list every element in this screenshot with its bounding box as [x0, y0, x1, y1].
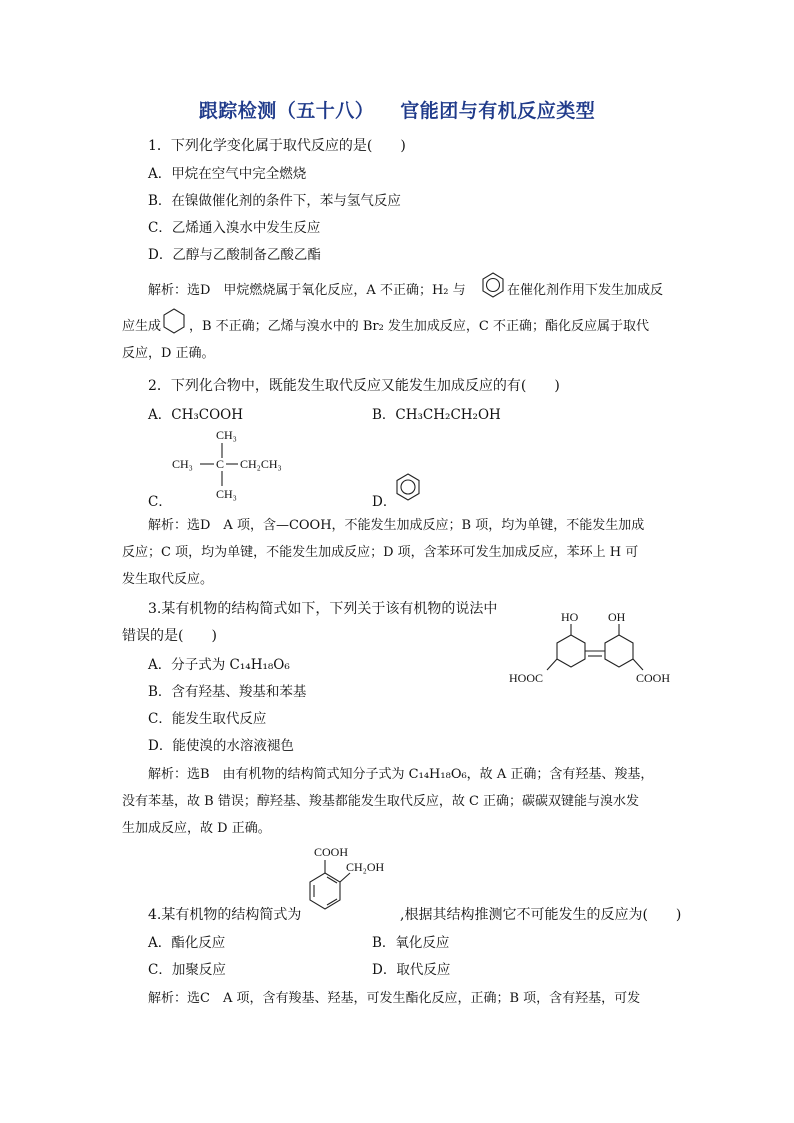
- q2-option-a: A．CH₃COOH: [148, 407, 244, 423]
- q3-stem-line1: 3.某有机物的结构简式如下，下列关于该有机物的说法中: [148, 601, 498, 617]
- q1-solution-line1a: 解析：选D 甲烷燃烧属于氧化反应，A 不正确；H₂ 与: [148, 283, 466, 298]
- q3-oh-right: OH: [608, 610, 626, 624]
- q2-option-b: B．CH₃CH₂CH₂OH: [372, 407, 501, 423]
- q2-option-c: C．: [148, 494, 172, 510]
- q1-option-c: C．乙烯通入溴水中发生反应: [148, 220, 321, 236]
- q3-oh-left: HO: [561, 610, 579, 624]
- q4-stem-b: ,根据其结构推测它不可能发生的反应为( ): [400, 907, 682, 923]
- q3-structure: [505, 605, 685, 693]
- q4-option-c: C．加聚反应: [148, 962, 226, 978]
- q1-option-b: B．在镍做催化剂的条件下，苯与氢气反应: [148, 193, 401, 209]
- q3-solution-line3: 生加成反应，故 D 正确。: [122, 821, 271, 836]
- q4-ch2oh: CH₂OH: [346, 860, 385, 874]
- q1-option-d: D．乙醇与乙酸制备乙酸乙酯: [148, 247, 321, 263]
- q3-solution-line2: 没有苯基，故 B 错误；醇羟基、羧基都能发生取代反应，故 C 正确；碳碳双键能与溴水发: [122, 794, 640, 809]
- q2-option-d: D．: [372, 494, 397, 510]
- cyclohexane-ring-icon: [160, 307, 188, 335]
- q3-stem-line2: 错误的是( ): [122, 628, 217, 644]
- q1-solution-line2a: 应生成: [122, 319, 162, 334]
- q3-solution-line1: 解析：选B 由有机物的结构简式知分子式为 C₁₄H₁₈O₆，故 A 正确；含有羟基、羧基，: [148, 767, 654, 782]
- q3-option-c: C．能发生取代反应: [148, 711, 267, 727]
- q3-cooh-right: COOH: [636, 671, 671, 685]
- benzene-ring-icon: [479, 271, 507, 299]
- page-title: [0, 96, 794, 123]
- c-left-methyl: CH₃: [172, 457, 193, 471]
- q1-solution-line1b: 在催化剂作用下发生加成反: [507, 283, 664, 298]
- q2-solution-line3: 发生取代反应。: [122, 572, 214, 587]
- q4-cooh: COOH: [314, 845, 349, 859]
- benzene-ring-icon: [393, 472, 423, 502]
- title-left: 跟踪检测（五十八）: [198, 100, 375, 122]
- q2-solution-line2: 反应；C 项，均为单键，不能发生加成反应；D 项，含苯环可发生加成反应，苯环上 H 可: [122, 545, 639, 560]
- title-right: 官能团与有机反应类型: [400, 100, 596, 122]
- q2-stem: 2．下列化合物中，既能发生取代反应又能发生加成反应的有( ): [148, 378, 560, 394]
- q4-option-b: B．氧化反应: [372, 935, 450, 951]
- q4-structure: [298, 843, 408, 921]
- q4-solution-line1: 解析：选C A 项，含有羧基、羟基，可发生酯化反应，正确；B 项，含有羟基，可发: [148, 991, 641, 1006]
- q1-option-a: A．甲烷在空气中完全燃烧: [148, 166, 307, 182]
- c-center-carbon: C: [216, 457, 225, 471]
- q1-solution-line3: 反应，D 正确。: [122, 346, 215, 361]
- q3-cooh-left: HOOC: [509, 671, 544, 685]
- q4-stem-a: 4.某有机物的结构简式为: [148, 907, 302, 923]
- q4-option-a: A．酯化反应: [148, 935, 226, 951]
- q3-option-d: D．能使溴的水溶液褪色: [148, 738, 294, 754]
- q3-option-b: B．含有羟基、羧基和苯基: [148, 684, 307, 700]
- c-top-methyl: CH₃: [216, 428, 237, 442]
- q3-option-a: A．分子式为 C₁₄H₁₈O₆: [148, 657, 290, 673]
- q2-option-c-structure: [170, 425, 302, 505]
- q2-solution-line1: 解析：选D A 项，含—COOH，不能发生加成反应；B 项，均为单键，不能发生加成: [148, 518, 645, 533]
- q1-stem: 1．下列化学变化属于取代反应的是( ): [148, 138, 406, 154]
- q1-solution-line2b: ，B 不正确；乙烯与溴水中的 Br₂ 发生加成反应，C 不正确；酯化反应属于取代: [189, 319, 650, 334]
- c-right-ethyl: CH₂CH₃: [240, 457, 282, 471]
- c-bottom-methyl: CH₃: [216, 487, 237, 501]
- q4-option-d: D．取代反应: [372, 962, 451, 978]
